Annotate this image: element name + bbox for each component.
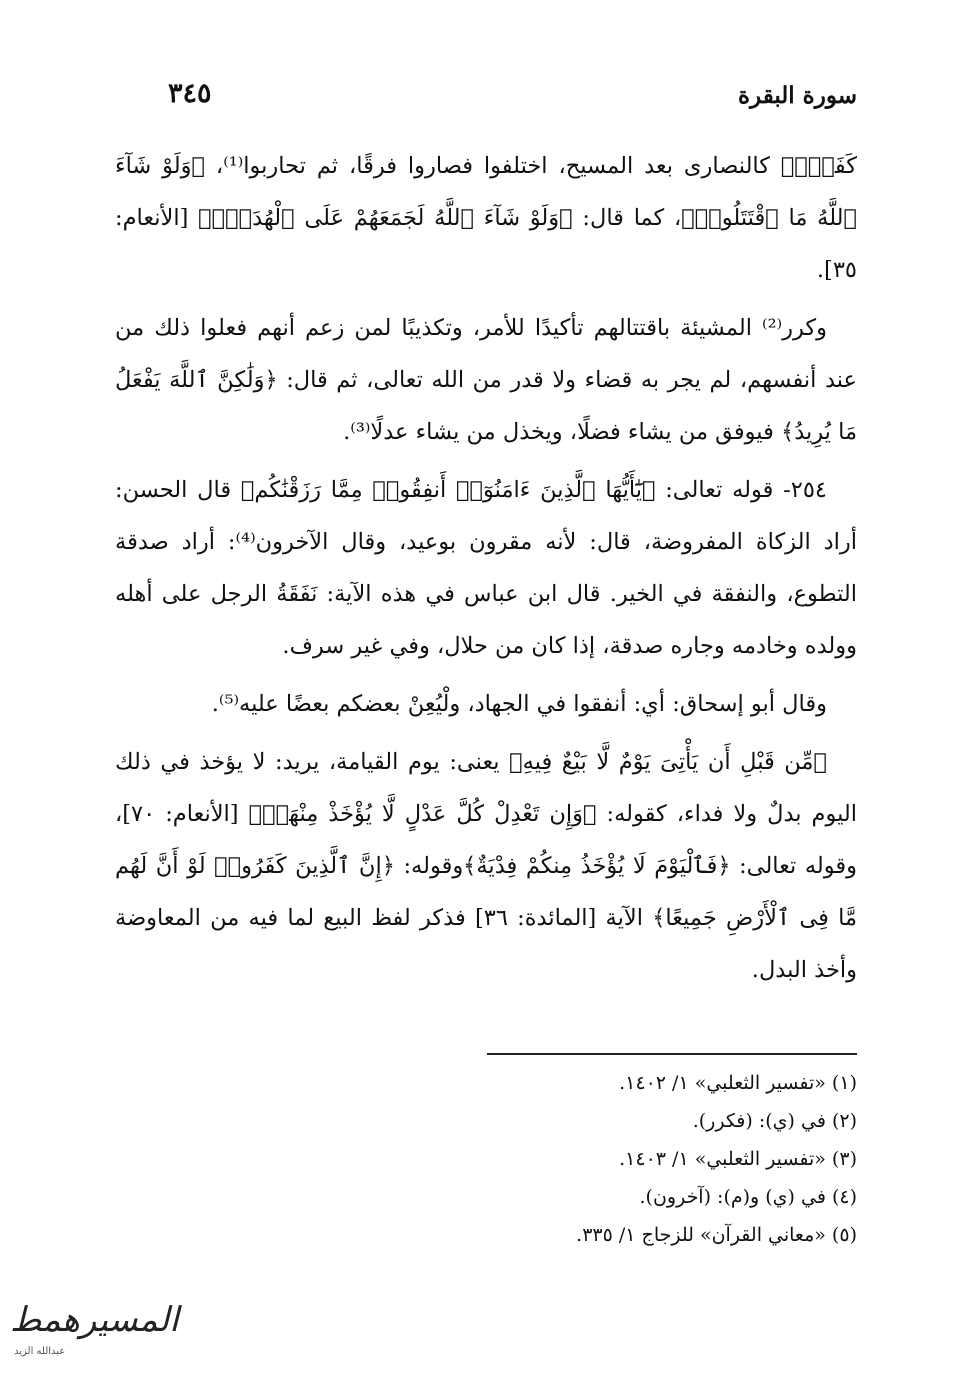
footnotes-list — [115, 1064, 857, 1254]
footnote-divider — [487, 1053, 857, 1055]
paragraph: وكرر⁽²⁾ المشيئة باقتتالهم تأكيدًا للأمر، وتكذيبًا لمن زعم أنهم فعلوا ذلك من عند أنفسهم، لم يجر به قضاء ولا قدر من الله تعالى، ثم قال: ﴿وَلَٰكِنَّ ٱللَّهَ يَفْعَلُ مَا يُرِيدُ﴾ فيوفق من يشاء فضلًا، ويخذل من يشاء عدلًا⁽³⁾. — [115, 315, 857, 445]
footnote: (١) «تفسير الثعلبي» ١/ ١٤٠٢. — [619, 1072, 857, 1094]
chapter-title: سورة البقرة — [737, 82, 857, 109]
logo-calligraphy: المسيرهمط — [10, 1300, 179, 1340]
paragraph: وقال أبو إسحاق: أي: أنفقوا في الجهاد، ولْيُعِنْ بعضكم بعضًا عليه⁽⁵⁾. — [211, 691, 827, 717]
footnote: (٤) في (ي) و(م): (آخرون). — [639, 1186, 857, 1208]
page-header — [130, 78, 857, 122]
paragraph: ﴿مِّن قَبْلِ أَن يَأْتِىَ يَوْمٌ لَّا بَيْعٌ فِيهِ﴾ يعنى: يوم القيامة، يريد: لا يؤخذ في ذلك اليوم بدلٌ ولا فداء، كقوله: ﴿وَإِن تَعْدِلْ كُلَّ عَدْلٍ لَّا يُؤْخَذْ مِنْهَآۗ﴾ [الأنعام: ٧٠]، وقوله تعالى: ﴿فَٱلْيَوْمَ لَا يُؤْخَذُ مِنكُمْ فِدْيَةٌ﴾وقوله: ﴿إِنَّ ٱلَّذِينَ كَفَرُوا۟ لَوْ أَنَّ لَهُم مَّا فِى ٱلْأَرْضِ جَمِيعًا﴾ الآية [المائدة: ٣٦] فذكر لفظ البيع لما فيه من المعاوضة وأخذ البدل. — [115, 749, 857, 983]
footnote: (٥) «معاني القرآن» للزجاج ١/ ٣٣٥. — [576, 1224, 857, 1246]
publisher-logo — [8, 1300, 179, 1370]
footnote: (٢) في (ي): (فكرر). — [692, 1110, 857, 1132]
paragraph: ٢٥٤- قوله تعالى: ﴿يَٰٓأَيُّهَا ٱلَّذِينَ ءَامَنُوٓا۟ أَنفِقُوا۟ مِمَّا رَزَقْنَٰكُم﴾ قال الحسن: أراد الزكاة المفروضة، قال: لأنه مقرون بوعيد، وقال الآخرون⁽⁴⁾: أراد صدقة التطوع، والنفقة في الخير. قال ابن عباس في هذه الآية: نَفَقَةُ الرجل على أهله وولده وخادمه وجاره صدقة، إذا كان من حلال، وفي غير سرف. — [115, 477, 857, 659]
logo-caption: عبدالله الزيد — [14, 1346, 66, 1357]
footnote: (٣) «تفسير الثعلبي» ١/ ١٤٠٣. — [619, 1148, 857, 1170]
body-text — [115, 140, 857, 1002]
paragraph: كَفَرَۚ﴾ كالنصارى بعد المسيح، اختلفوا فصاروا فرقًا، ثم تحاربوا⁽¹⁾، ﴿وَلَوْ شَآءَ ٱللَّهُ مَا ٱقْتَتَلُوا۟﴾، كما قال: ﴿وَلَوْ شَآءَ ٱللَّهُ لَجَمَعَهُمْ عَلَى ٱلْهُدَىٰۚ﴾ [الأنعام: ٣٥]. — [115, 153, 857, 283]
page-number: ٣٤٥ — [168, 78, 212, 109]
